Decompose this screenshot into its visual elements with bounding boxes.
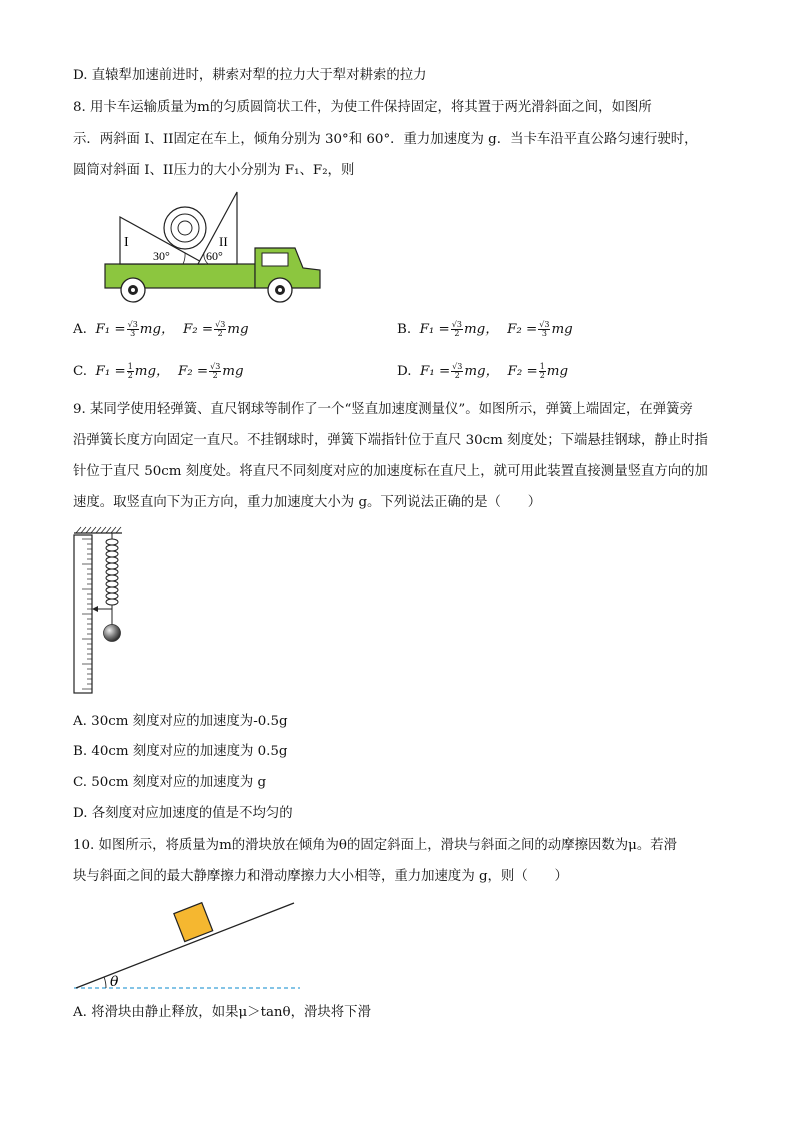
q10-stem-line-2: 块与斜面之间的最大静摩擦力和滑动摩擦力大小相等，重力加速度为 g，则（ ） [73, 869, 568, 884]
q9-option-c: C. 50cm 刻度对应的加速度为 g [73, 775, 267, 790]
q8-stem-line-1: 8. 用卡车运输质量为m的匀质圆筒状工件，为使工件保持固定，将其置于两光滑斜面之间，如图所 [73, 100, 652, 115]
steel-ball [104, 625, 121, 642]
theta-label: θ [110, 974, 119, 990]
cylinder-outer [164, 207, 206, 249]
q8-option-c: C. F₁ = $\frac{1}{2}$ mg， F₂ = $\frac{√3}{2}$ mg [73, 362, 244, 380]
ceiling-hatch [76, 527, 121, 533]
theta-arc [104, 977, 106, 988]
rear-wheel [121, 278, 145, 302]
spring [106, 533, 118, 625]
front-wheel [268, 278, 292, 302]
q9-stem-line-2: 沿弹簧长度方向固定一直尺。不挂钢球时，弹簧下端指针位于直尺 30cm 刻度处；下端悬挂钢球，静止时指 [73, 433, 708, 448]
q9-stem-line-3: 针位于直尺 50cm 刻度处。将直尺不同刻度对应的加速度标在直尺上，就可用此装置直接测量竖直方向的加 [73, 464, 708, 479]
q10-stem-line-1: 10. 如图所示，将质量为m的滑块放在倾角为θ的固定斜面上，滑块与斜面之间的动摩擦因数为μ。若滑 [73, 838, 678, 853]
q8-stem-line-2: 示．两斜面 I、II固定在车上，倾角分别为 30°和 60°．重力加速度为 g．当卡车沿平直公路匀速行驶时， [73, 132, 698, 147]
q7-option-d: D. 直辕犁加速前进时，耕索对犁的拉力大于犁对耕索的拉力 [73, 68, 427, 83]
truck-figure [100, 190, 325, 308]
q9-option-b: B. 40cm 刻度对应的加速度为 0.5g [73, 744, 288, 759]
q8-option-a: A. F₁ = $\frac{√3}{3}$ mg， F₂ = $\frac{√3}{2}$ mg [73, 320, 249, 338]
slider-block [174, 903, 213, 942]
incline-2-label: II [219, 234, 228, 249]
incline-1-label: I [124, 235, 129, 250]
q9-stem-line-4: 速度。取竖直向下为正方向，重力加速度大小为 g。下列说法正确的是（ ） [73, 495, 542, 510]
spring-ruler-figure [70, 525, 150, 697]
pointer-arrow-icon [92, 606, 98, 612]
incline-block-figure [70, 895, 305, 995]
q9-stem-line-1: 9. 某同学使用轻弹簧、直尺钢球等制作了一个“竖直加速度测量仪”。如图所示，弹簧上端固定，在弹簧旁 [73, 402, 693, 417]
q9-option-d: D. 各刻度对应加速度的值是不均匀的 [73, 806, 293, 821]
angle-30-label: 30° [153, 249, 170, 263]
q9-option-a: A. 30cm 刻度对应的加速度为-0.5g [73, 714, 288, 729]
q8-option-b: B. F₁ = $\frac{√3}{2}$ mg， F₂ = $\frac{√3}{3}$ mg [397, 320, 573, 338]
q10-option-a: A. 将滑块由静止释放，如果μ＞tanθ，滑块将下滑 [73, 1005, 371, 1020]
q8-option-d: D. F₁ = $\frac{√3}{2}$ mg， F₂ = $\frac{1}{2}$ mg [397, 362, 569, 380]
truck-window [262, 253, 288, 266]
angle-60-label: 60° [206, 249, 223, 263]
q8-stem-line-3: 圆筒对斜面 I、II压力的大小分别为 F₁、F₂，则 [73, 163, 355, 178]
